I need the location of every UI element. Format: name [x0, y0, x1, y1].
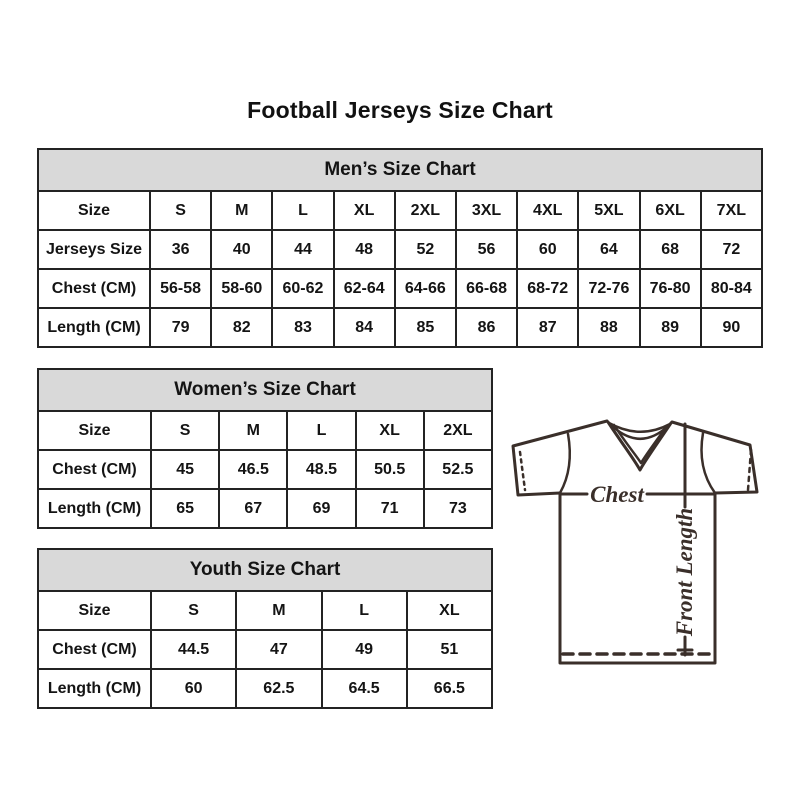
size-value-cell: 66-68 [456, 269, 517, 308]
size-value-cell: 52.5 [424, 450, 492, 489]
row-label: Length (CM) [38, 489, 151, 528]
table-row [38, 591, 492, 630]
jersey-left-armhole-seam [560, 434, 570, 493]
size-value-cell: 45 [151, 450, 219, 489]
table-row [38, 269, 762, 308]
page-title: Football Jerseys Size Chart [247, 97, 553, 123]
size-value-cell: 85 [395, 308, 456, 347]
size-value-cell: 62-64 [334, 269, 395, 308]
size-value-cell: 49 [322, 630, 407, 669]
size-value-cell: XL [334, 191, 395, 230]
table-row [38, 489, 492, 528]
size-value-cell: 90 [701, 308, 762, 347]
size-value-cell: 65 [151, 489, 219, 528]
row-label: Chest (CM) [38, 450, 151, 489]
size-value-cell: XL [356, 411, 424, 450]
table-row [38, 230, 762, 269]
size-value-cell: M [211, 191, 272, 230]
size-value-cell: 80-84 [701, 269, 762, 308]
size-value-cell: 7XL [701, 191, 762, 230]
size-value-cell: 69 [287, 489, 355, 528]
size-value-cell: 88 [578, 308, 639, 347]
womens-size-table [37, 368, 493, 529]
size-value-cell: 44.5 [151, 630, 236, 669]
size-value-cell: 48.5 [287, 450, 355, 489]
size-value-cell: 89 [640, 308, 701, 347]
jersey-measurement-diagram [503, 410, 765, 672]
size-value-cell: 58-60 [211, 269, 272, 308]
row-label: Jerseys Size [38, 230, 150, 269]
size-value-cell: 56-58 [150, 269, 211, 308]
size-value-cell: 62.5 [236, 669, 321, 708]
size-value-cell: 40 [211, 230, 272, 269]
size-value-cell: 2XL [424, 411, 492, 450]
table-title: Men’s Size Chart [38, 149, 762, 191]
table-row [38, 191, 762, 230]
size-value-cell: 2XL [395, 191, 456, 230]
size-value-cell: 72 [701, 230, 762, 269]
size-value-cell: 87 [517, 308, 578, 347]
table-row [38, 308, 762, 347]
size-value-cell: 36 [150, 230, 211, 269]
size-value-cell: 64.5 [322, 669, 407, 708]
size-value-cell: 47 [236, 630, 321, 669]
row-label: Size [38, 591, 151, 630]
size-value-cell: 60-62 [272, 269, 333, 308]
size-value-cell: 50.5 [356, 450, 424, 489]
size-value-cell: 67 [219, 489, 287, 528]
row-label: Size [38, 191, 150, 230]
size-value-cell: 3XL [456, 191, 517, 230]
size-value-cell: 51 [407, 630, 492, 669]
size-value-cell: L [322, 591, 407, 630]
size-value-cell: XL [407, 591, 492, 630]
table-row [38, 411, 492, 450]
table-row [38, 630, 492, 669]
size-value-cell: 73 [424, 489, 492, 528]
size-value-cell: 6XL [640, 191, 701, 230]
size-value-cell: 68 [640, 230, 701, 269]
jersey-right-armhole-seam [702, 433, 716, 493]
size-value-cell: 83 [272, 308, 333, 347]
table-row [38, 450, 492, 489]
row-label: Size [38, 411, 151, 450]
size-value-cell: 64 [578, 230, 639, 269]
size-value-cell: S [150, 191, 211, 230]
youth-size-table [37, 548, 493, 709]
size-value-cell: S [151, 591, 236, 630]
size-value-cell: L [287, 411, 355, 450]
size-value-cell: 48 [334, 230, 395, 269]
size-value-cell: 71 [356, 489, 424, 528]
size-value-cell: 86 [456, 308, 517, 347]
size-value-cell: 79 [150, 308, 211, 347]
size-value-cell: 72-76 [578, 269, 639, 308]
left-cuff-stitch-line [520, 452, 525, 490]
size-value-cell: 52 [395, 230, 456, 269]
table-title: Women’s Size Chart [38, 369, 492, 411]
size-value-cell: 82 [211, 308, 272, 347]
size-value-cell: 68-72 [517, 269, 578, 308]
size-value-cell: 56 [456, 230, 517, 269]
size-value-cell: 76-80 [640, 269, 701, 308]
size-value-cell: L [272, 191, 333, 230]
size-value-cell: M [236, 591, 321, 630]
row-label: Length (CM) [38, 669, 151, 708]
row-label: Chest (CM) [38, 630, 151, 669]
table-title: Youth Size Chart [38, 549, 492, 591]
front-length-label: Front Length [672, 507, 697, 637]
size-value-cell: 84 [334, 308, 395, 347]
size-value-cell: 64-66 [395, 269, 456, 308]
size-value-cell: 4XL [517, 191, 578, 230]
size-value-cell: M [219, 411, 287, 450]
size-value-cell: 44 [272, 230, 333, 269]
size-value-cell: 46.5 [219, 450, 287, 489]
table-row [38, 669, 492, 708]
size-value-cell: 60 [151, 669, 236, 708]
size-value-cell: 5XL [578, 191, 639, 230]
row-label: Chest (CM) [38, 269, 150, 308]
size-value-cell: 66.5 [407, 669, 492, 708]
mens-size-table [37, 148, 763, 348]
size-value-cell: S [151, 411, 219, 450]
row-label: Length (CM) [38, 308, 150, 347]
size-value-cell: 60 [517, 230, 578, 269]
chest-label: Chest [590, 482, 644, 507]
